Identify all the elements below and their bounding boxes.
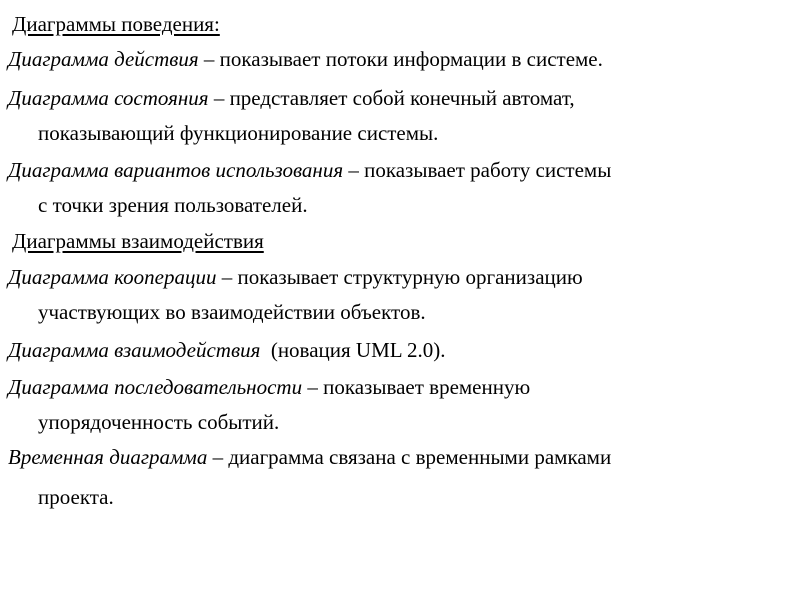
list-item-timing-diagram — [8, 440, 788, 515]
list-item-collaboration-diagram — [8, 260, 788, 330]
entry-description: – показывает временную — [302, 375, 531, 399]
list-item-interaction-diagram — [8, 333, 788, 368]
entry-description: – показывает потоки информации в системе. — [198, 47, 603, 71]
entry-term: Диаграмма кооперации — [8, 265, 217, 289]
entry-continuation: показывающий функционирование системы. — [38, 121, 439, 145]
entry-line — [8, 42, 788, 77]
entry-continuation: участвующих во взаимодействии объектов. — [38, 300, 426, 324]
entry-term: Диаграмма действия — [8, 47, 199, 71]
entry-description: (новация UML 2.0). — [260, 338, 446, 362]
entry-term: Диаграмма вариантов использования — [8, 158, 344, 182]
list-item-use-case-diagram — [8, 153, 788, 223]
list-item-activity-diagram — [8, 42, 788, 77]
entry-description: – показывает структурную организацию — [216, 265, 583, 289]
entry-line — [8, 81, 788, 116]
entry-term: Диаграмма взаимодействия — [8, 338, 261, 362]
interaction-heading: Диаграммы взаимодействия — [12, 229, 264, 253]
entry-description: – диаграмма связана с временными рамками — [207, 445, 612, 469]
entry-description: – показывает работу системы — [343, 158, 612, 182]
behavior-heading: Диаграммы поведения: — [12, 12, 220, 36]
list-item-sequence-diagram — [8, 370, 788, 440]
entry-continuation: упорядоченность событий. — [38, 410, 280, 434]
entry-term: Диаграмма состояния — [8, 86, 209, 110]
entry-line — [8, 153, 788, 188]
entry-line — [8, 260, 788, 295]
entry-description: – представляет собой конечный автомат, — [208, 86, 575, 110]
entry-line — [8, 333, 788, 368]
entry-term: Диаграмма последовательности — [8, 375, 303, 399]
entry-line — [8, 440, 788, 475]
entry-term: Временная диаграмма — [8, 445, 208, 469]
entry-continuation: проекта. — [38, 485, 114, 509]
entry-line — [8, 370, 788, 405]
list-item-state-diagram — [8, 81, 788, 151]
entry-continuation: с точки зрения пользователей. — [38, 193, 308, 217]
